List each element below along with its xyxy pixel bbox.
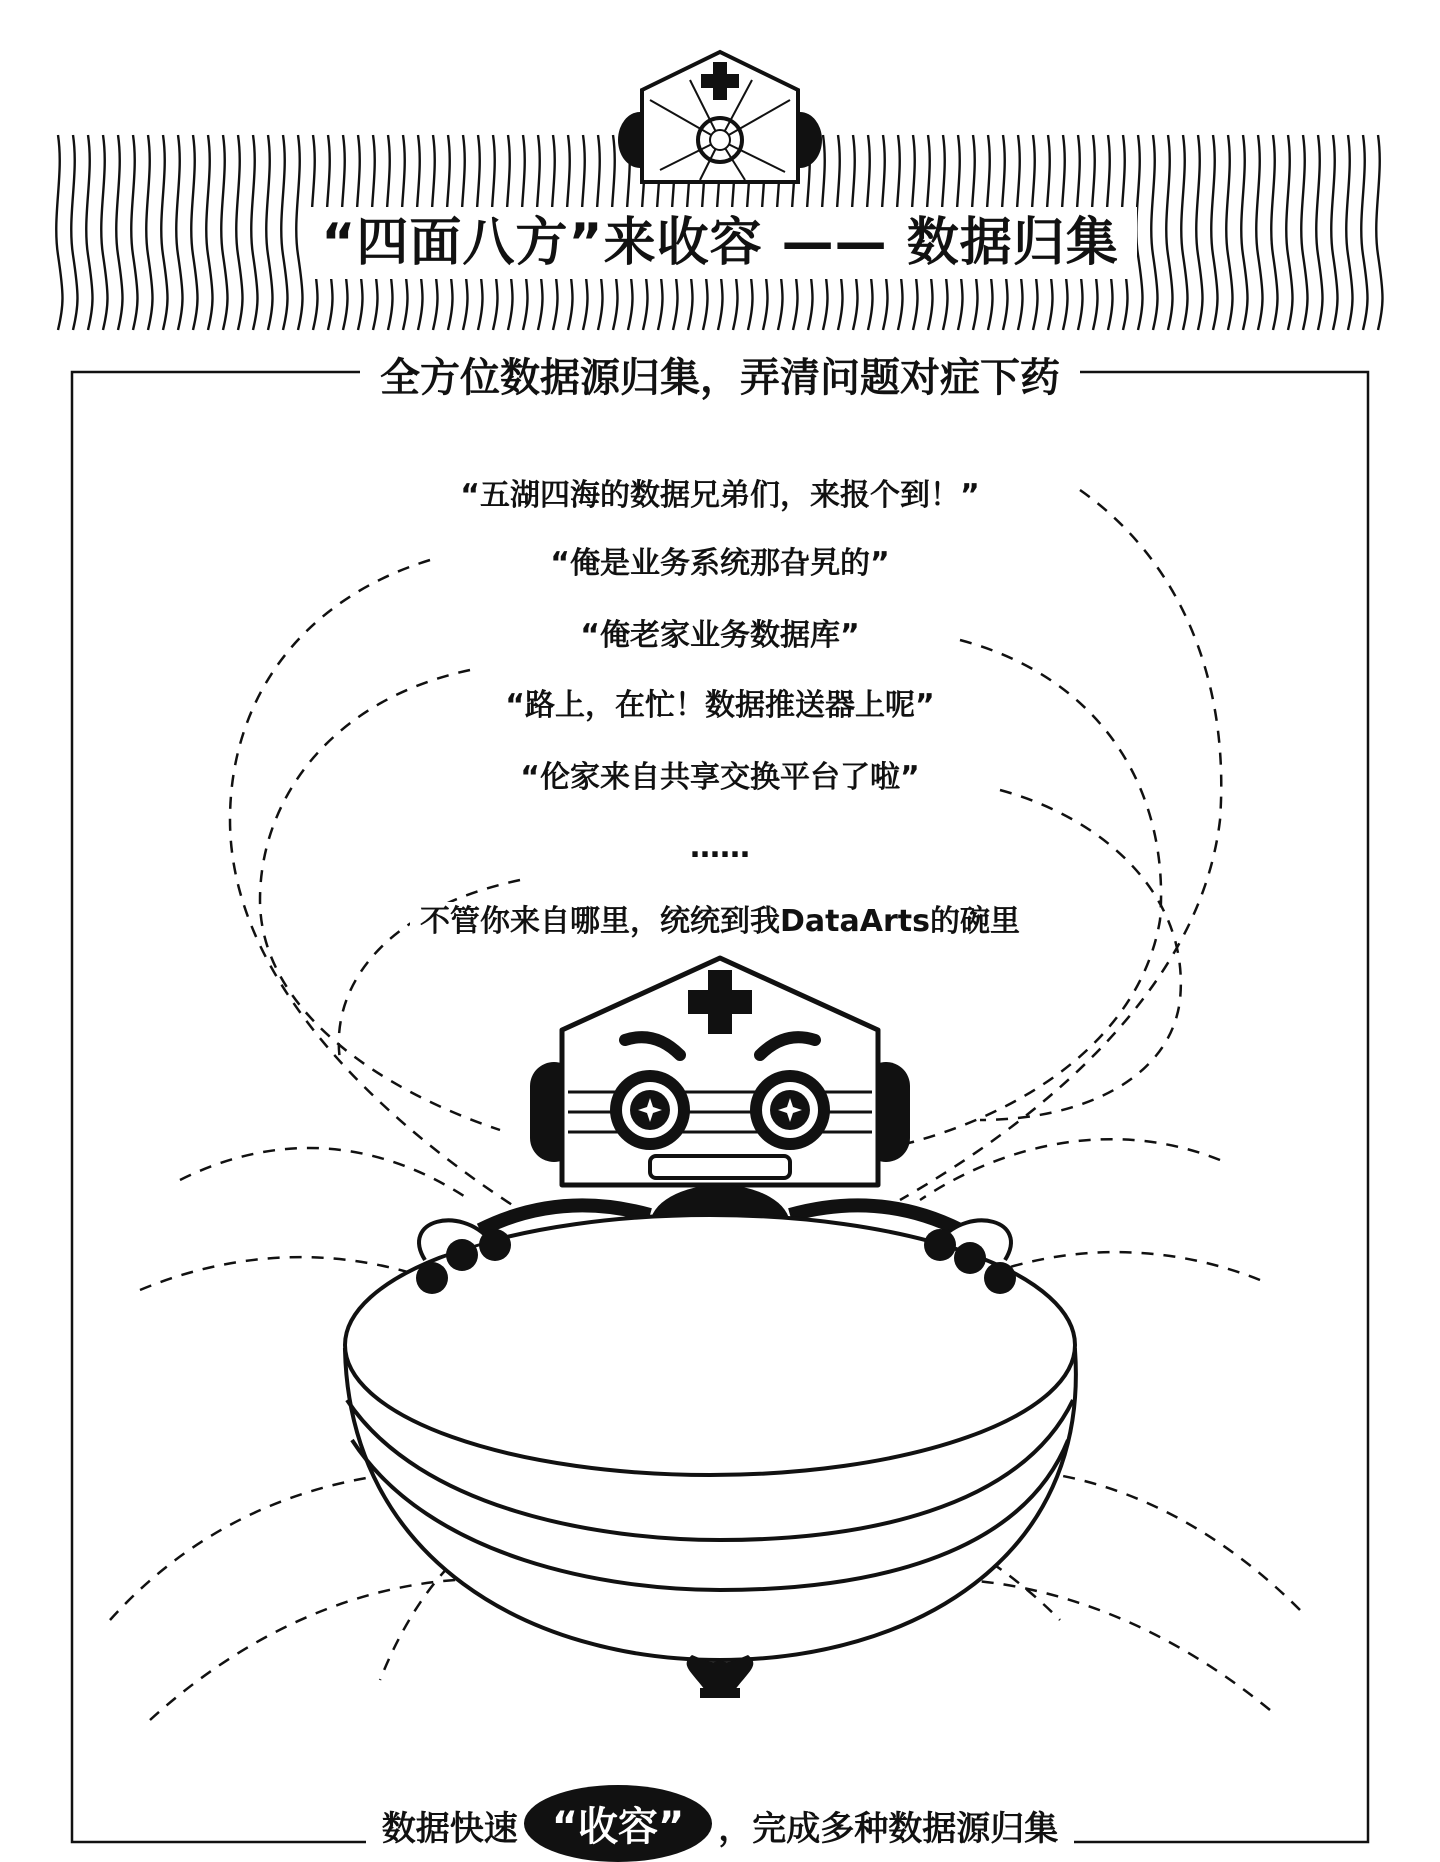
dialogue-line xyxy=(0,752,1440,796)
section-subtitle xyxy=(0,346,1440,403)
dialogue-text: “俺是业务系统那旮旯的” xyxy=(540,544,899,583)
page-title-text: “四面八方”来收容 —— 数据归集 xyxy=(303,207,1137,279)
footer-before: 数据快速 xyxy=(381,1809,518,1849)
dialogue-text: 不管你来自哪里，统统到我DataArts的碗里 xyxy=(410,902,1030,941)
dialogue-line xyxy=(0,470,1440,514)
dialogue-text: “伦家来自共享交换平台了啦” xyxy=(510,758,929,797)
section-subtitle-text: 全方位数据源归集，弄清问题对症下药 xyxy=(360,351,1080,405)
dialogue-line xyxy=(0,610,1440,654)
footer-caption-text xyxy=(366,1805,1075,1853)
dialogue-ellipsis xyxy=(0,830,1440,865)
money-bag-icon xyxy=(687,1655,754,1698)
footer-caption xyxy=(0,1785,1440,1862)
dialogue-text: …… xyxy=(680,828,760,867)
dialogue-summary xyxy=(0,896,1440,940)
robot-with-bowl-illustration xyxy=(345,958,1076,1660)
dialogue-line xyxy=(0,680,1440,724)
robot-head-icon xyxy=(618,52,822,182)
dialogue-text: “俺老家业务数据库” xyxy=(570,616,869,655)
dialogue-line xyxy=(0,538,1440,582)
footer-after: ，完成多种数据源归集 xyxy=(718,1809,1059,1849)
dialogue-text: “路上，在忙！数据推送器上呢” xyxy=(495,686,944,725)
footer-emphasis-badge: “收容” xyxy=(524,1785,713,1862)
dialogue-text: “五湖四海的数据兄弟们，来报个到！” xyxy=(450,476,989,515)
page-title xyxy=(0,200,1440,275)
